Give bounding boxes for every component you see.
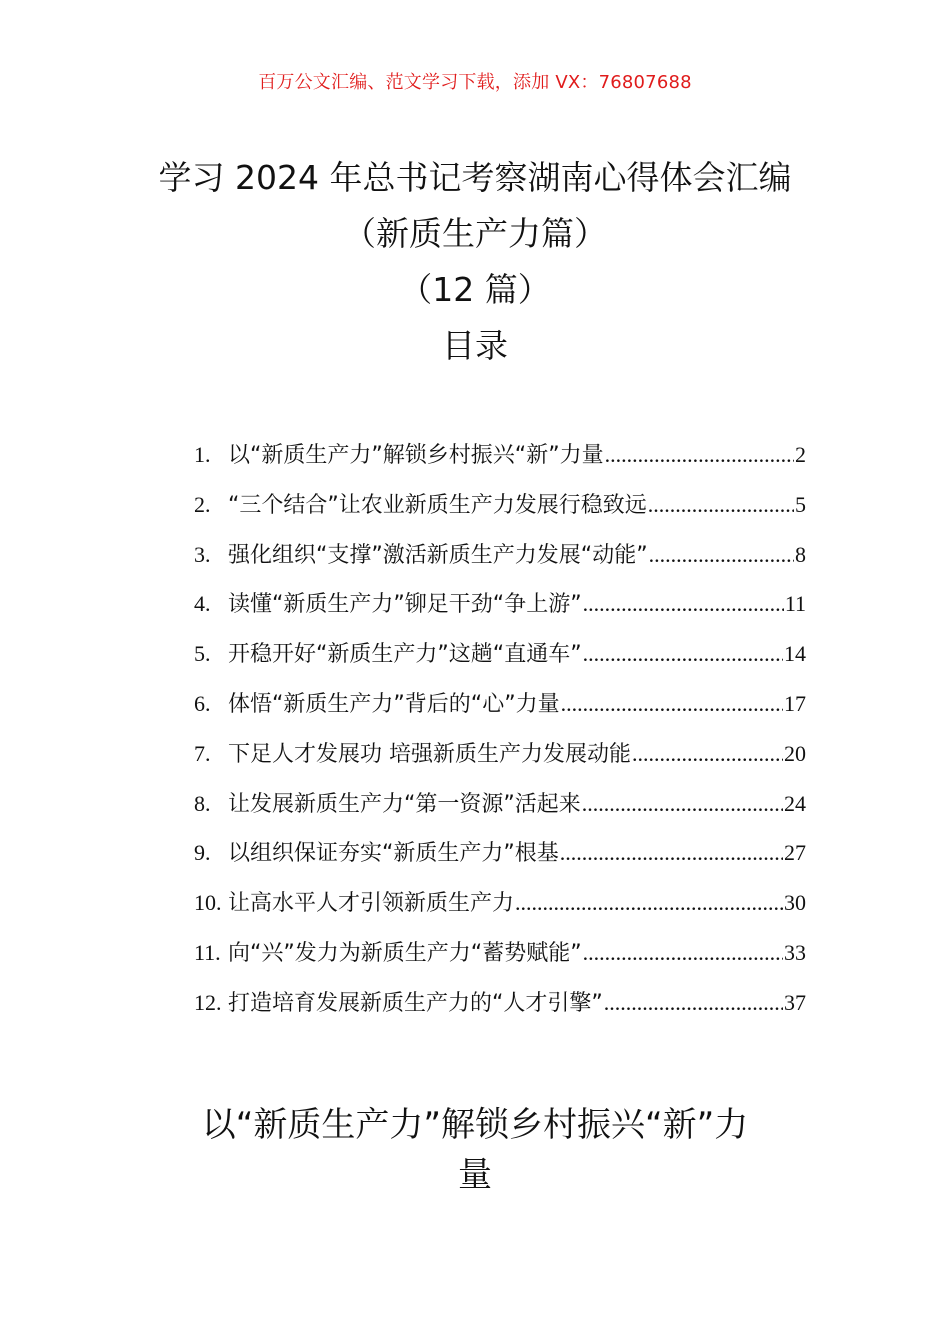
toc-entry[interactable] xyxy=(194,828,806,878)
section-heading xyxy=(120,1100,830,1200)
toc-leader-dots xyxy=(649,530,794,580)
toc-leader-dots xyxy=(605,430,794,480)
toc-entry-number: 4. xyxy=(194,591,211,617)
toc-leader-dots xyxy=(583,579,784,629)
toc-entry-number: 10. xyxy=(194,890,222,916)
toc-entry[interactable] xyxy=(194,729,806,779)
toc-entry-title: 强化组织“支撑”激活新质生产力发展“动能” xyxy=(228,542,648,568)
toc-entry-number: 5. xyxy=(194,641,211,667)
title-line-2: （新质生产力篇） xyxy=(343,214,607,253)
toc-entry[interactable] xyxy=(194,530,806,580)
toc-entry-page: 5 xyxy=(795,491,806,517)
toc-entry-number: 12. xyxy=(194,989,222,1015)
toc-leader-dots xyxy=(515,878,783,928)
section-heading-line-2: 量 xyxy=(458,1155,492,1195)
toc-entry-page: 8 xyxy=(795,541,806,567)
toc-entry[interactable] xyxy=(194,928,806,978)
toc-entry[interactable] xyxy=(194,878,806,928)
toc-entry[interactable] xyxy=(194,480,806,530)
toc-entry-title: 打造培育发展新质生产力的“人才引擎” xyxy=(228,990,603,1016)
toc-entry[interactable] xyxy=(194,978,806,1028)
toc-entry-number: 7. xyxy=(194,740,211,766)
toc-entry-title: 让高水平人才引领新质生产力 xyxy=(228,891,515,917)
document-title xyxy=(0,150,950,374)
toc-entry-title: 读懂“新质生产力”铆足干劲“争上游” xyxy=(228,592,582,618)
toc-entry-page: 14 xyxy=(784,641,806,667)
toc-entry-title: 以组织保证夯实“新质生产力”根基 xyxy=(228,841,559,867)
toc-entry-number: 3. xyxy=(194,541,211,567)
toc-entry-title: 开稳开好“新质生产力”这趟“直通车” xyxy=(228,642,582,668)
toc-leader-dots xyxy=(582,779,783,829)
toc-leader-dots xyxy=(604,978,783,1028)
toc-entry[interactable] xyxy=(194,679,806,729)
toc-entry-page: 24 xyxy=(784,790,806,816)
toc-leader-dots xyxy=(560,828,783,878)
toc-leader-dots xyxy=(561,679,783,729)
toc-entry-title: 让发展新质生产力“第一资源”活起来 xyxy=(228,791,581,817)
toc-leader-dots xyxy=(648,480,794,530)
toc-leader-dots xyxy=(632,729,783,779)
toc-entry-number: 1. xyxy=(194,442,211,467)
toc-entry-page: 2 xyxy=(795,442,806,467)
section-heading-line-1: 以“新质生产力”解锁乡村振兴“新”力 xyxy=(201,1105,749,1145)
title-line-1: 学习 2024 年总书记考察湖南心得体会汇编 xyxy=(158,158,792,197)
toc-entry-title: 以“新质生产力”解锁乡村振兴“新”力量 xyxy=(228,443,604,468)
header-note: 百万公文汇编、范文学习下载，添加 VX：76807688 xyxy=(258,72,692,93)
toc-entry[interactable] xyxy=(194,779,806,829)
toc-entry-number: 2. xyxy=(194,491,211,517)
toc-entry-page: 30 xyxy=(784,890,806,916)
toc-entry-page: 27 xyxy=(784,840,806,866)
toc-entry-page: 37 xyxy=(784,989,806,1015)
toc-entry-number: 6. xyxy=(194,690,211,716)
toc-entry-title: 下足人才发展功 培强新质生产力发展动能 xyxy=(228,741,631,767)
toc-entry[interactable] xyxy=(194,430,806,480)
toc-heading: 目录 xyxy=(442,326,508,365)
toc-entry-number: 9. xyxy=(194,840,211,866)
toc-entry[interactable] xyxy=(194,579,806,629)
toc-entry-title: 向“兴”发力为新质生产力“蓄势赋能” xyxy=(228,940,582,966)
toc-leader-dots xyxy=(583,928,783,978)
toc-entry-page: 11 xyxy=(784,591,806,617)
toc-entry-page: 20 xyxy=(784,740,806,766)
toc-entry-number: 8. xyxy=(194,790,211,816)
toc-entry-number: 11. xyxy=(194,939,221,965)
toc-entry-page: 33 xyxy=(784,939,806,965)
toc-entry-page: 17 xyxy=(784,690,806,716)
table-of-contents xyxy=(194,430,806,1028)
title-line-3: （12 篇） xyxy=(399,270,551,309)
toc-leader-dots xyxy=(583,629,783,679)
toc-entry[interactable] xyxy=(194,629,806,679)
toc-entry-title: “三个结合”让农业新质生产力发展行稳致远 xyxy=(228,492,647,518)
toc-entry-title: 体悟“新质生产力”背后的“心”力量 xyxy=(228,691,560,717)
